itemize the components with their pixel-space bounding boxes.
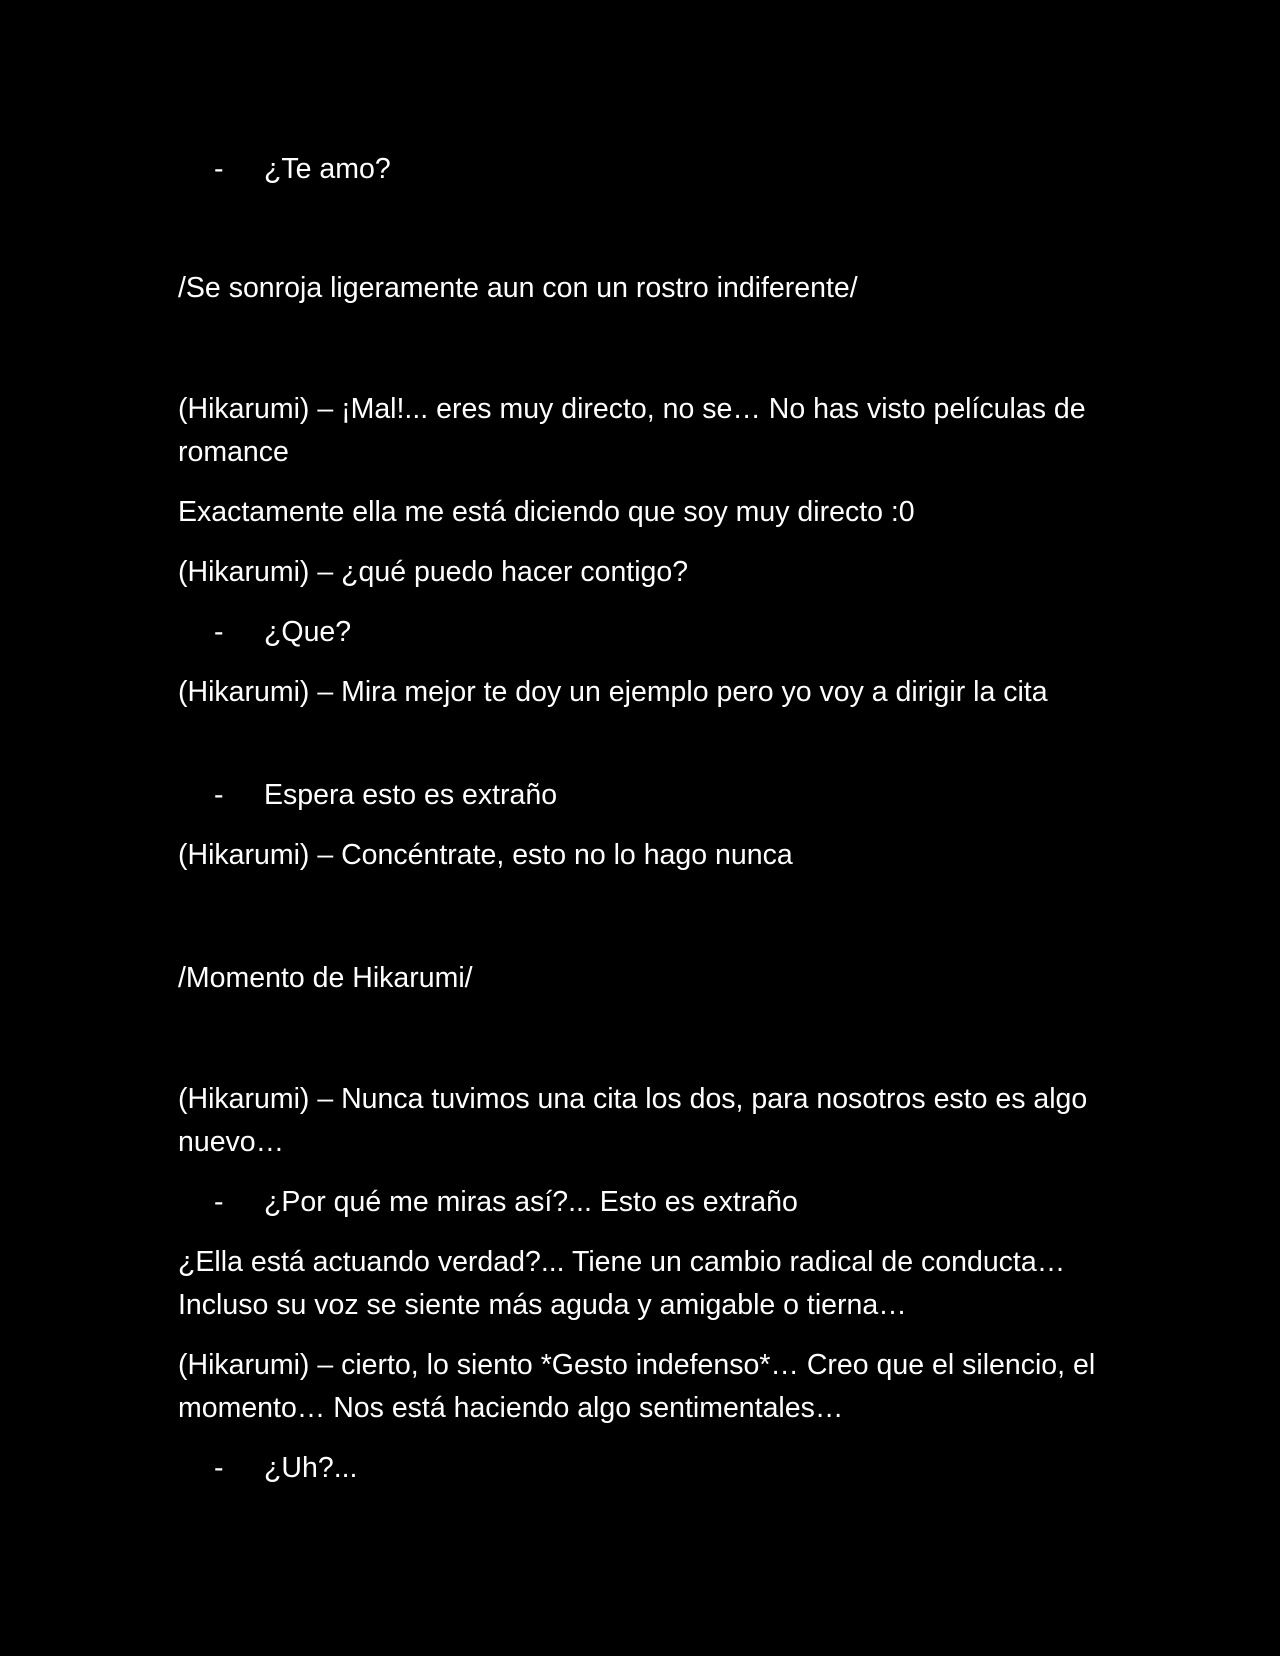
paragraph: Exactamente ella me está diciendo que soy muy directo :0 [178,496,915,528]
dialogue-line [214,611,351,654]
paragraph: (Hikarumi) – Mira mejor te doy un ejemplo pero yo voy a dirigir la cita [178,676,1048,708]
dialogue-line [214,1447,357,1490]
action-line: /Se sonroja ligeramente aun con un rostro indiferente/ [178,272,858,304]
dialogue-text: ¿Te amo? [264,153,391,185]
dash-marker: - [214,1452,224,1484]
dash-marker: - [214,153,224,185]
action-line: /Momento de Hikarumi/ [178,962,473,994]
paragraph: (Hikarumi) – Nunca tuvimos una cita los dos, para nosotros esto es algo nuevo… [178,1083,1088,1158]
dialogue-line [214,148,391,191]
dialogue-text: ¿Por qué me miras así?... Esto es extraño [264,1186,798,1218]
dialogue-text: ¿Uh?... [264,1452,358,1484]
dialogue-text: Espera esto es extraño [264,779,558,811]
paragraph: (Hikarumi) – ¿qué puedo hacer contigo? [178,556,689,588]
dash-marker: - [214,1186,224,1218]
paragraph: ¿Ella está actuando verdad?... Tiene un cambio radical de conducta…Incluso su voz se siente más aguda y amigable o tierna… [178,1246,1066,1321]
dash-marker: - [214,616,224,648]
paragraph: (Hikarumi) – cierto, lo siento *Gesto indefenso*… Creo que el silencio, el momento… Nos está haciendo algo sentimentales… [178,1349,1096,1424]
dialogue-line [214,1181,798,1224]
paragraph: (Hikarumi) – ¡Mal!... eres muy directo, no se… No has visto películas de romance [178,393,1086,468]
dash-marker: - [214,779,224,811]
dialogue-text: ¿Que? [264,616,352,648]
dialogue-line [214,774,557,817]
paragraph: (Hikarumi) – Concéntrate, esto no lo hago nunca [178,839,793,871]
